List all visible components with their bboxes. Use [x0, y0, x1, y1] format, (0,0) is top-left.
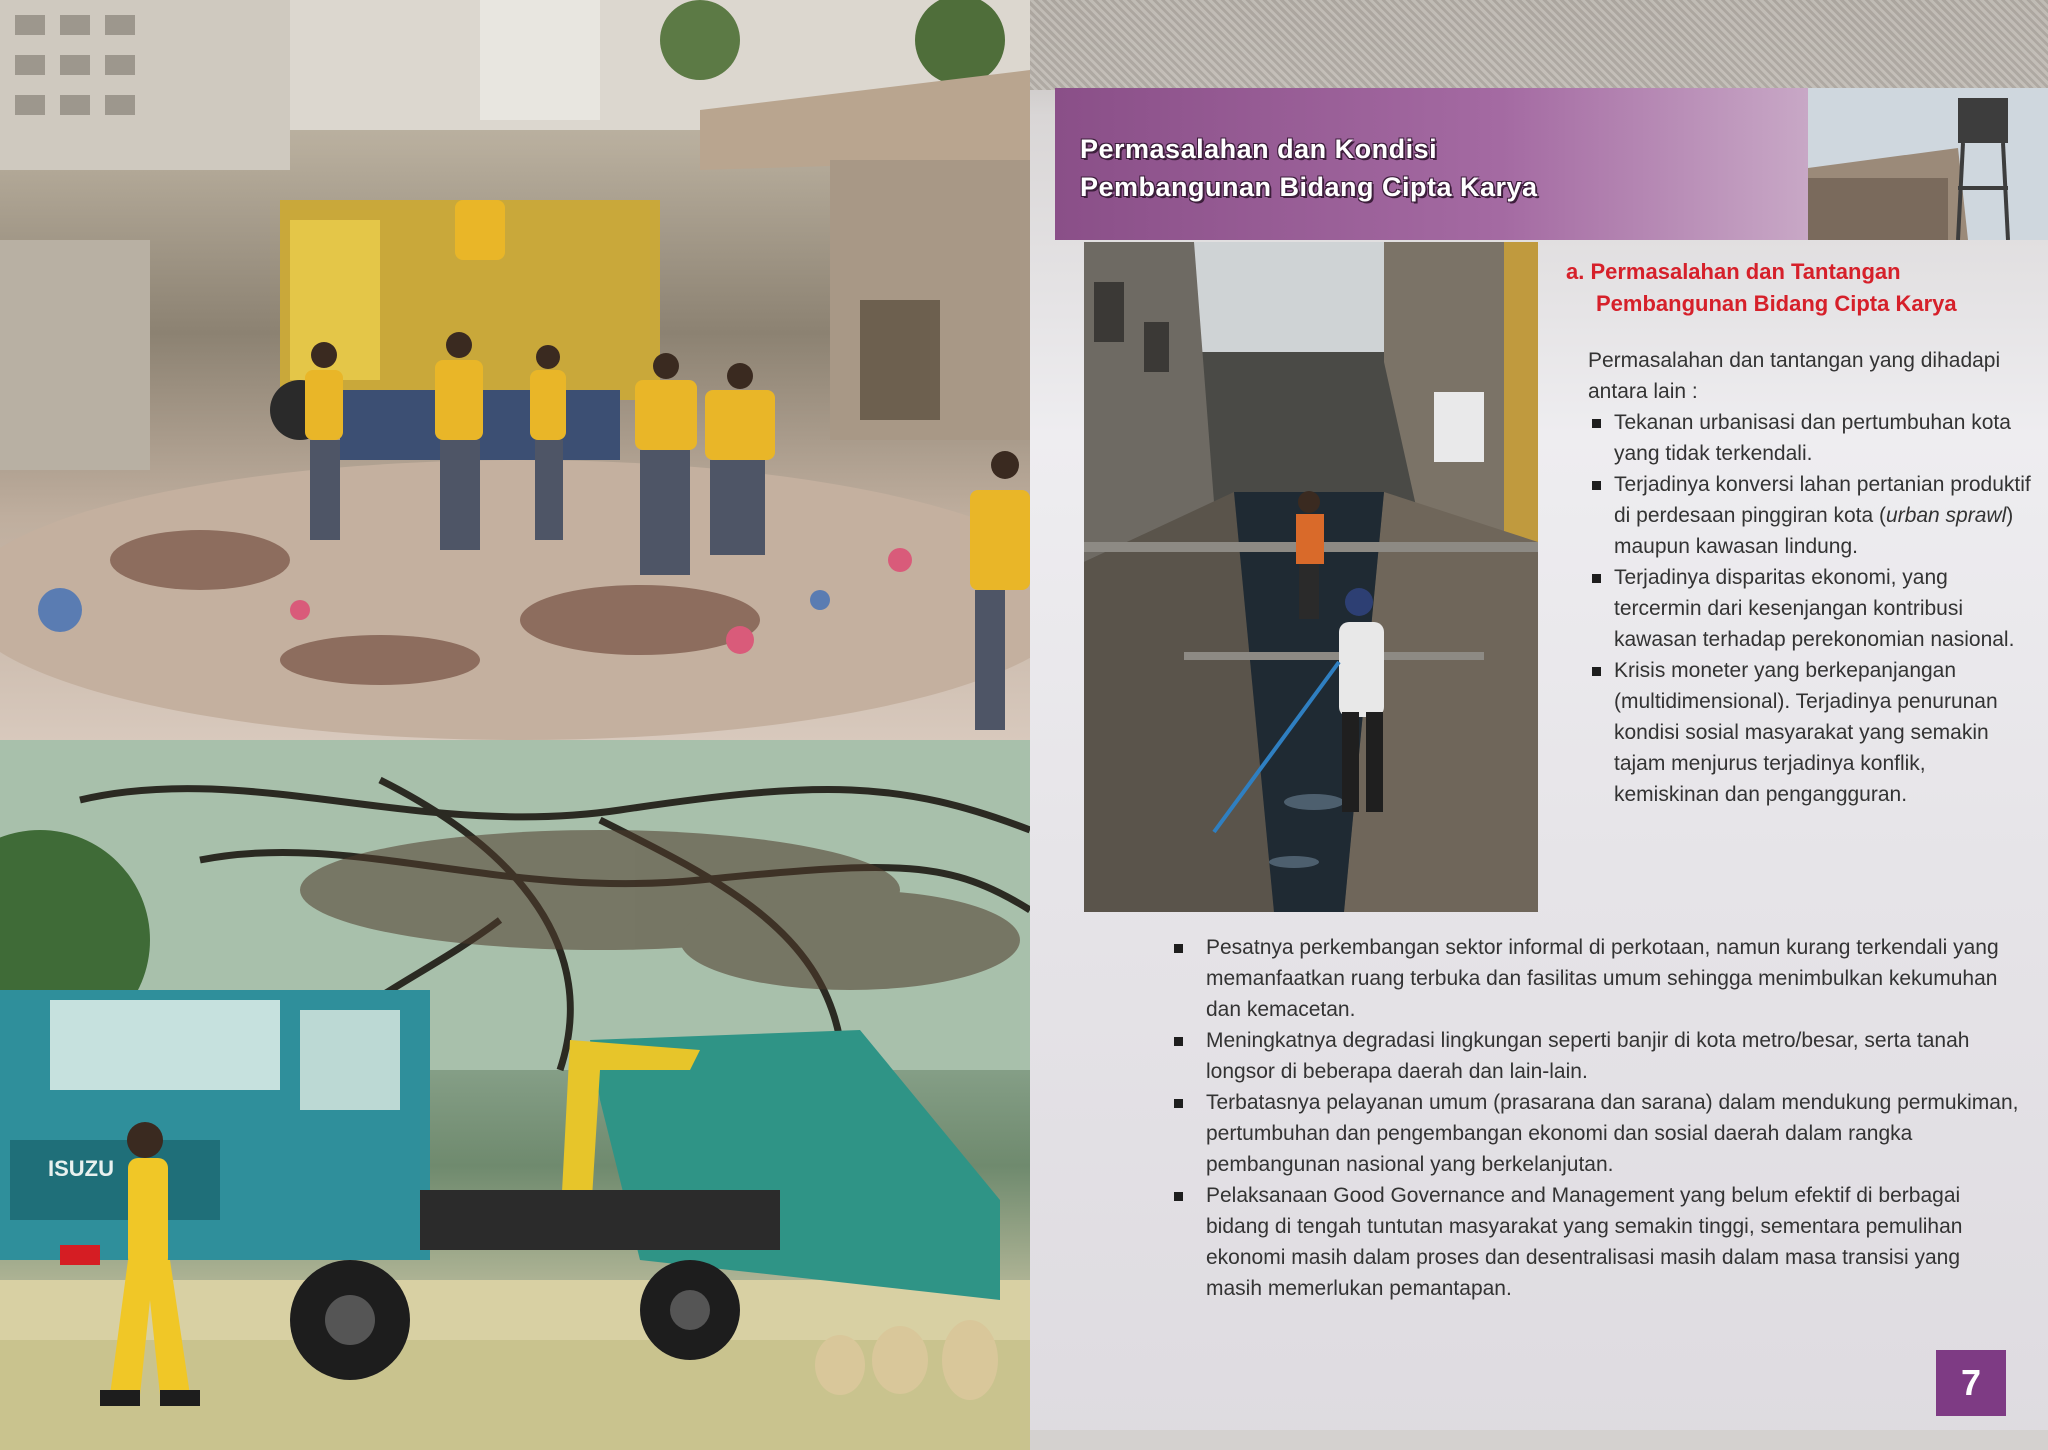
list-item: Krisis moneter yang berkepanjangan (multidimensional). Terjadinya penurunan kondisi sosial masyarakat yang semakin tajam menjurus terjadinya konflik, kemiskinan dan pengangguran. — [1588, 655, 2036, 810]
page-number: 7 — [1936, 1350, 2006, 1416]
list-item: Terjadinya konversi lahan pertanian produktif di perdesaan pinggiran kota (urban sprawl) maupun kawasan lindung. — [1588, 469, 2036, 562]
challenge-list-top — [1588, 407, 2036, 810]
page-title-line2: Pembangunan Bidang Cipta Karya — [1080, 172, 1538, 202]
canal-cleaning-photo — [1084, 242, 1538, 912]
intro-text: Permasalahan dan tantangan yang dihadapi antara lain : — [1588, 349, 2001, 403]
water-tower-photo — [1808, 88, 2048, 240]
list-item: Tekanan urbanisasi dan pertumbuhan kota yang tidak terkendali. — [1588, 407, 2036, 469]
list-item: Pesatnya perkembangan sektor informal di perkotaan, namun kurang terkendali yang memanfaatkan ruang terbuka dan fasilitas umum sehingga menimbulkan kekumuhan dan kemacetan. — [1170, 932, 2020, 1025]
top-texture — [1030, 0, 2048, 90]
section-heading — [1566, 256, 2036, 320]
dump-truck-illustration — [0, 740, 1030, 1450]
canal-cleaning-illustration — [1084, 242, 1538, 912]
garbage-collection-photo — [0, 0, 1030, 740]
challenge-list-bottom — [1170, 932, 2020, 1304]
page-title-line1: Permasalahan dan Kondisi — [1080, 134, 1438, 164]
garbage-collection-illustration — [0, 0, 1030, 740]
section-heading-line2: Pembangunan Bidang Cipta Karya — [1596, 291, 1957, 316]
list-item: Terbatasnya pelayanan umum (prasarana dan sarana) dalam mendukung permukiman, pertumbuhan dan pengembangan ekonomi dan sosial daerah dalam rangka pembangunan nasional yang berkelanjutan. — [1170, 1087, 2020, 1180]
bottom-strip — [1030, 1430, 2048, 1450]
section-heading-line1: a. Permasalahan dan Tantangan — [1566, 259, 1901, 284]
list-item: Meningkatnya degradasi lingkungan seperti banjir di kota metro/besar, serta tanah longsor di beberapa daerah dan lain-lain. — [1170, 1025, 2020, 1087]
truck-brand-label: ISUZU — [48, 1156, 114, 1181]
dump-truck-photo — [0, 740, 1030, 1450]
page-title — [1080, 130, 1538, 206]
right-page — [1030, 0, 2048, 1450]
list-item: Pelaksanaan Good Governance and Management yang belum efektif di berbagai bidang di tengah tuntutan masyarakat yang semakin tinggi, sementara pemulihan ekonomi masih dalam proses dan desentralisasi masih dalam masa transisi yang masih memerlukan pemantapan. — [1170, 1180, 2020, 1304]
italic-term: urban sprawl — [1886, 504, 2007, 527]
list-item: Terjadinya disparitas ekonomi, yang tercermin dari kesenjangan kontribusi kawasan terhadap perekonomian nasional. — [1588, 562, 2036, 655]
